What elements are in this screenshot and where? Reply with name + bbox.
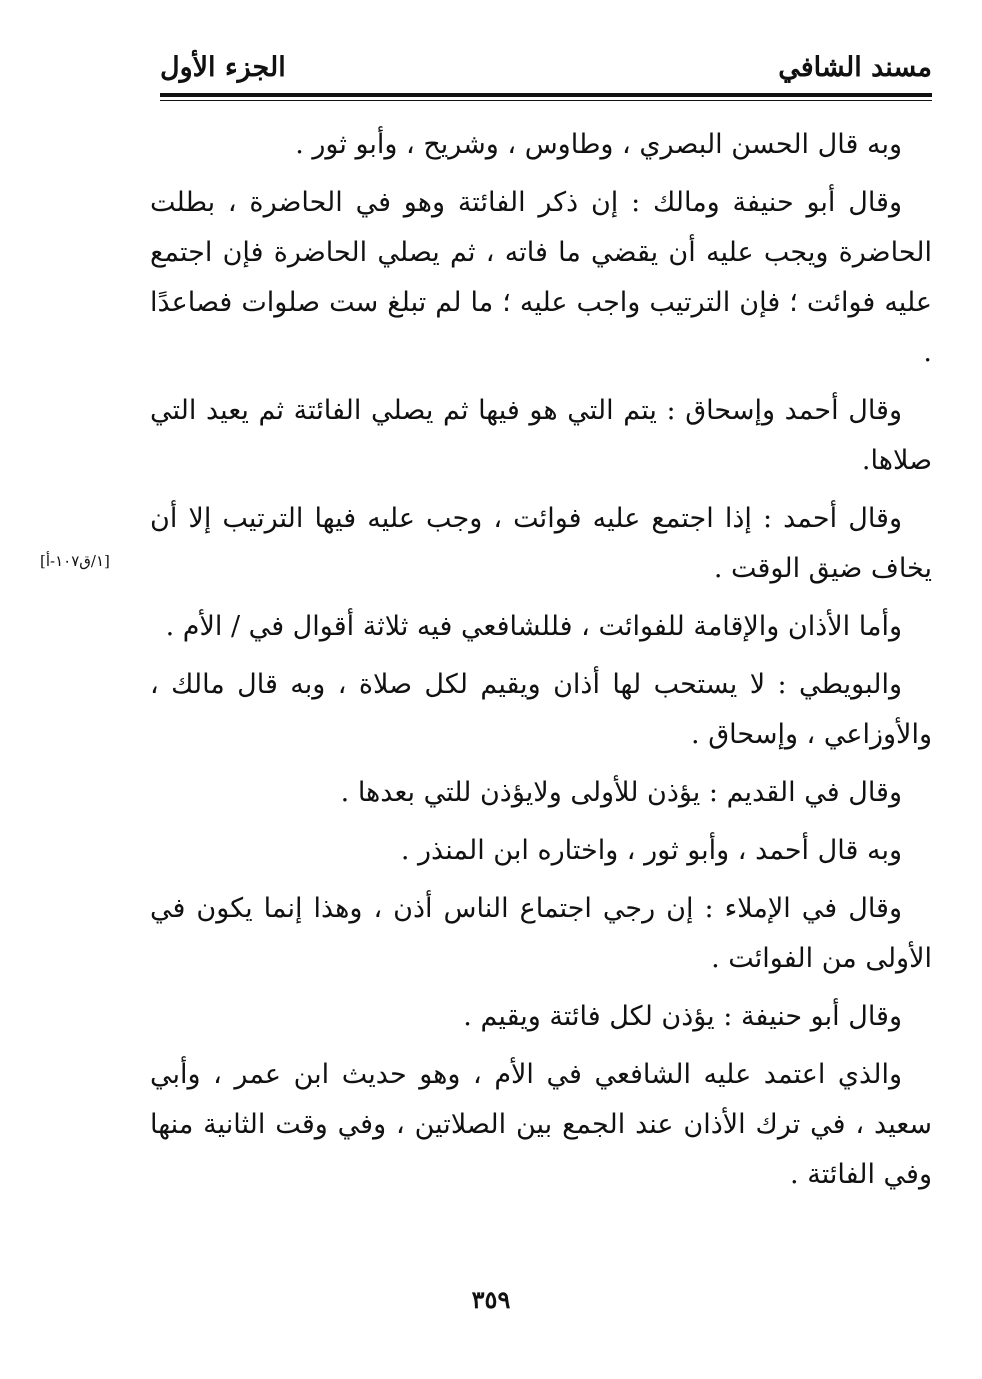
paragraph-11: والذي اعتمد عليه الشافعي في الأم ، وهو حديث ابن عمر ، وأبي سعيد ، في ترك الأذان عند الجمع بين الصلاتين ، وفي وقت الثانية منها وفي الفائتة .	[150, 1059, 932, 1190]
header-rule-thin	[160, 100, 932, 101]
volume-title: الجزء الأول	[160, 52, 286, 83]
paragraph-10: وقال أبو حنيفة : يؤذن لكل فائتة ويقيم .	[463, 1001, 902, 1032]
paragraph-6: والبويطي : لا يستحب لها أذان ويقيم لكل صلاة ، وبه قال مالك ، والأوزاعي ، وإسحاق .	[150, 669, 932, 750]
paragraph-9: وقال في الإملاء : إن رجي اجتماع الناس أذن ، وهذا إنما يكون في الأولى من الفوائت .	[150, 893, 932, 974]
book-title: مسند الشافي	[778, 52, 932, 83]
paragraph-4: وقال أحمد : إذا اجتمع عليه فوائت ، وجب عليه فيها الترتيب إلا أن يخاف ضيق الوقت .	[150, 503, 932, 584]
paragraph-7: وقال في القديم : يؤذن للأولى ولايؤذن للتي بعدها .	[340, 777, 902, 808]
page-number: ٣٥٩	[471, 1285, 511, 1314]
running-header	[160, 50, 932, 90]
paragraph-2: وقال أبو حنيفة ومالك : إن ذكر الفائتة وهو في الحاضرة ، بطلت الحاضرة ويجب عليه أن يقضي ما فاته ، ثم يصلي الحاضرة فإن اجتمع عليه فوائت ؛ فإن الترتيب واجب عليه ؛ ما لم تبلغ ست صلوات فصاعدًا .	[150, 187, 932, 368]
header-rule-thick	[160, 93, 932, 97]
body-text	[150, 120, 932, 1208]
paragraph-5: وأما الأذان والإقامة للفوائت ، فللشافعي فيه ثلاثة أقوال في / الأم .	[165, 611, 902, 642]
paragraph-3: وقال أحمد وإسحاق : يتم التي هو فيها ثم يصلي الفائتة ثم يعيد التي صلاها.	[150, 395, 932, 476]
paragraph-8: وبه قال أحمد ، وأبو ثور ، واختاره ابن المنذر .	[400, 835, 902, 866]
manuscript-folio-note: [١/ق١٠٧-أ]	[40, 552, 110, 570]
paragraph-1: وبه قال الحسن البصري ، وطاوس ، وشريح ، وأبو ثور .	[295, 129, 902, 160]
